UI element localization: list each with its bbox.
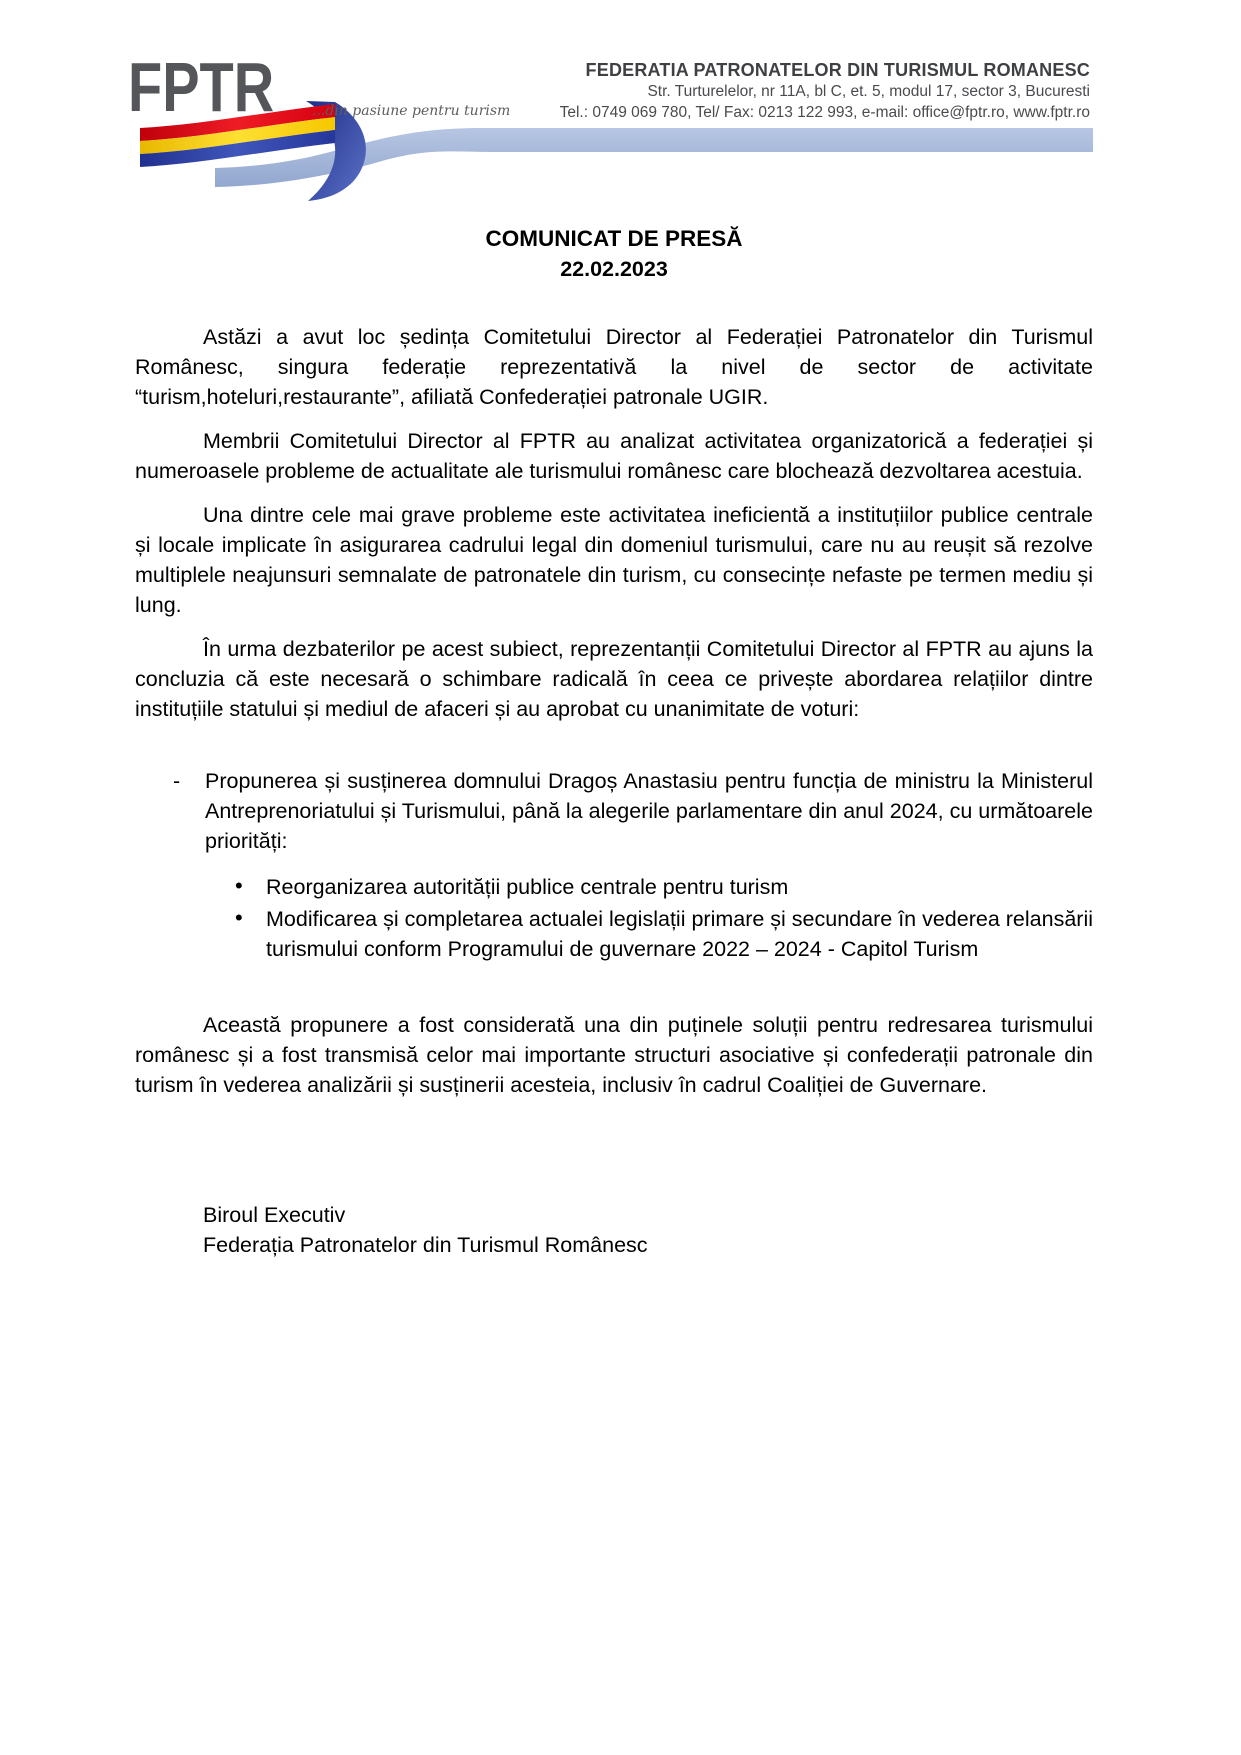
signature-line-federation: Federația Patronatelor din Turismul Românesc bbox=[203, 1233, 648, 1257]
dash-marker: - bbox=[173, 769, 181, 793]
bullet-marker: • bbox=[235, 873, 243, 898]
org-address: Str. Turturelelor, nr 11A, bl C, et. 5, modul 17, sector 3, Bucuresti bbox=[647, 83, 1090, 100]
org-name: FEDERATIA PATRONATELOR DIN TURISMUL ROMANESC bbox=[585, 60, 1090, 80]
logo-tagline: ...din pasiune pentru turism bbox=[312, 103, 511, 119]
signature-block bbox=[135, 1200, 1093, 1260]
document-body bbox=[135, 224, 1093, 1260]
dash-item-text: Propunerea și susținerea domnului Dragoș Anastasiu pentru funcția de ministru la Ministerul Antreprenoriatului și Turismului, până la alegerile parlamentare din anul 2024, cu următoarele priorități: bbox=[205, 769, 1093, 853]
paragraph-problems: Una dintre cele mai grave probleme este activitatea ineficientă a instituțiilor publice centrale și locale implicate în asigurarea cadrului legal din domeniul turismului, care nu au reușit să rezolve multiplele neajunsuri semnalate de patronatele din turism, cu consecințe nefaste pe termen mediu și lung. bbox=[135, 503, 1093, 617]
document-date: 22.02.2023 bbox=[560, 257, 668, 281]
paragraph-intro: Astăzi a avut loc ședința Comitetului Director al Federației Patronatelor din Turismul Românesc, singura federație reprezentativă la nivel de sector de activitate “turism,hoteluri,restaurante”, afiliată Confederației patronale UGIR. bbox=[135, 325, 1093, 409]
signature-line-office: Biroul Executiv bbox=[203, 1203, 346, 1227]
paragraph-closing: Această propunere a fost considerată una din puținele soluții pentru redresarea turismului românesc și a fost transmisă celor mai importante structuri asociative și confederații patronale din turism în vederea analizării și susținerii acesteia, inclusiv în cadrul Coaliției de Guvernare. bbox=[135, 1013, 1093, 1097]
org-contact: Tel.: 0749 069 780, Tel/ Fax: 0213 122 993, e-mail: office@fptr.ro, www.fptr.ro bbox=[559, 104, 1090, 121]
bullet-list-item bbox=[135, 904, 1093, 964]
org-header-block bbox=[560, 60, 1090, 123]
bullet-item-text: Reorganizarea autorității publice centrale pentru turism bbox=[266, 875, 789, 899]
document-title: COMUNICAT DE PRESĂ bbox=[485, 226, 743, 251]
bullet-item-text: Modificarea și completarea actualei legislații primare și secundare în vederea relansării turismului conform Programului de guvernare 2022 – 2024 - Capitol Turism bbox=[266, 907, 1093, 961]
letterhead bbox=[0, 0, 1241, 210]
fptr-logo: FPTR bbox=[128, 48, 275, 126]
paragraph-analysis: Membrii Comitetului Director al FPTR au analizat activitatea organizatorică a federației și numeroasele probleme de actualitate ale turismului românesc care blochează dezvoltarea acestuia. bbox=[135, 429, 1093, 483]
bullet-list-item bbox=[135, 872, 1093, 902]
dash-list-item bbox=[135, 766, 1093, 856]
bullet-marker: • bbox=[235, 905, 243, 930]
paragraph-conclusion: În urma dezbaterilor pe acest subiect, reprezentanții Comitetului Director al FPTR au ajuns la concluzia că este necesară o schimbare radicală în ceea ce privește abordarea relațiilor dintre instituțiile statului și mediul de afaceri și au aprobat cu unanimitate de voturi: bbox=[135, 637, 1093, 721]
